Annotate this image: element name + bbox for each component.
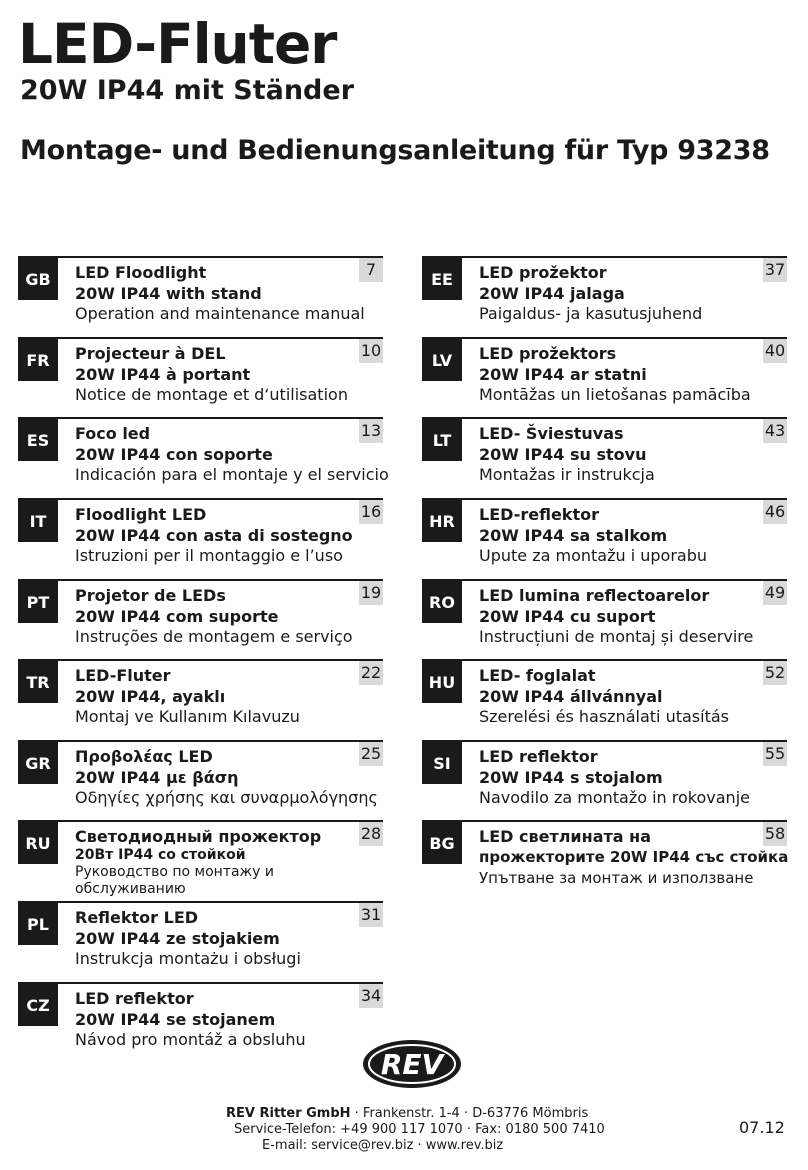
entry-spec: 20W IP44 su stovu: [479, 445, 647, 464]
page-number: 52: [763, 661, 787, 685]
page-number: 7: [359, 258, 383, 282]
document-title: LED-Fluter: [18, 12, 337, 76]
entry-manual-title: Upute za montažu i uporabu: [479, 546, 708, 565]
footer-company-line: [226, 1106, 588, 1121]
page-number: 46: [763, 500, 787, 524]
language-entry-tr: [18, 659, 383, 739]
entry-spec: 20W IP44 állvánnyal: [479, 687, 663, 706]
entry-product: LED- Šviestuvas: [479, 424, 624, 443]
entry-manual-title: Návod pro montáž a obsluhu: [75, 1030, 306, 1049]
page-number: 34: [359, 984, 383, 1008]
entry-manual-title: Instruções de montagem e serviço: [75, 627, 353, 646]
entry-spec: 20W IP44 à portant: [75, 365, 251, 384]
entry-spec: 20W IP44 jalaga: [479, 284, 625, 303]
language-entry-pl: [18, 901, 383, 981]
entry-spec: 20W IP44 con soporte: [75, 445, 273, 464]
footer-phone: Service-Telefon: +49 900 117 1070 · Fax: 0180 500 7410: [234, 1122, 605, 1137]
language-code: FR: [18, 339, 58, 381]
company-address: · Frankenstr. 1-4 · D-63776 Mömbris: [350, 1106, 589, 1121]
entry-manual-title: Montažas ir instrukcja: [479, 465, 655, 484]
entry-spec: прожекторите 20W IP44 със стойка: [479, 848, 789, 866]
language-code: IT: [18, 500, 58, 542]
entry-spec: 20Вт IP44 со стойкой: [75, 847, 246, 863]
language-code: PT: [18, 581, 58, 623]
language-code: RU: [18, 822, 58, 864]
language-entry-hr: [422, 498, 787, 578]
page-number: 43: [763, 419, 787, 443]
rev-logo: [360, 1033, 465, 1093]
page-number: 10: [359, 339, 383, 363]
company-name: REV Ritter GmbH: [226, 1106, 351, 1121]
page-number: 31: [359, 903, 383, 927]
entry-spec: 20W IP44 con asta di sostegno: [75, 526, 353, 545]
entry-manual-title: Montāžas un lietošanas pamācība: [479, 385, 751, 404]
entry-product: LED-Fluter: [75, 666, 171, 685]
footer-email: E-mail: service@rev.biz · www.rev.biz: [262, 1138, 504, 1153]
language-code: RO: [422, 581, 462, 623]
language-entry-fr: [18, 337, 383, 417]
page-number: 13: [359, 419, 383, 443]
entry-spec: 20W IP44 ar statni: [479, 365, 647, 384]
entry-manual-title: Упътване за монтаж и използване: [479, 869, 754, 887]
entry-manual-title: Instrukcja montażu i obsługi: [75, 949, 301, 968]
language-code: HR: [422, 500, 462, 542]
entry-product: LED Floodlight: [75, 263, 207, 282]
entry-product: LED- foglalat: [479, 666, 596, 685]
entry-manual-title: Indicación para el montaje y el servicio: [75, 465, 389, 484]
entry-product: LED-reflektor: [479, 505, 599, 524]
language-entry-gb: [18, 256, 383, 336]
language-entry-pt: [18, 579, 383, 659]
document-subtitle: 20W IP44 mit Ständer: [20, 75, 355, 106]
manual-heading: Montage- und Bedienungsanleitung für Typ 93238: [20, 135, 770, 166]
language-entry-cz: [18, 982, 383, 1062]
language-entry-ee: [422, 256, 787, 336]
page-number: 19: [359, 581, 383, 605]
language-code: LV: [422, 339, 462, 381]
entry-product: LED reflektor: [75, 989, 194, 1008]
entry-spec: 20W IP44 με βάση: [75, 768, 239, 787]
page-number: 49: [763, 581, 787, 605]
entry-spec: 20W IP44 ze stojakiem: [75, 929, 280, 948]
language-code: LT: [422, 419, 462, 461]
entry-manual-title: Istruzioni per il montaggio e l’uso: [75, 546, 343, 565]
page-number: 25: [359, 742, 383, 766]
entry-spec: 20W IP44, ayaklı: [75, 687, 226, 706]
page-number: 40: [763, 339, 787, 363]
language-code: BG: [422, 822, 462, 864]
entry-product: Floodlight LED: [75, 505, 207, 524]
entry-product: LED lumina reflectoarelor: [479, 586, 710, 605]
language-code: GR: [18, 742, 58, 784]
entry-spec: 20W IP44 com suporte: [75, 607, 279, 626]
entry-manual-title: Οδηγίες χρήσης και συναρμολόγησης: [75, 788, 378, 807]
language-code: CZ: [18, 984, 58, 1026]
entry-spec: 20W IP44 s stojalom: [479, 768, 663, 787]
entry-manual-title: Montaj ve Kullanım Kılavuzu: [75, 707, 300, 726]
entry-product: Reflektor LED: [75, 908, 199, 927]
language-entry-lt: [422, 417, 787, 497]
entry-manual-title: Operation and maintenance manual: [75, 304, 365, 323]
entry-product: LED reflektor: [479, 747, 598, 766]
language-entry-es: [18, 417, 389, 497]
entry-spec: 20W IP44 cu suport: [479, 607, 656, 626]
language-entry-gr: [18, 740, 383, 820]
language-entry-ro: [422, 579, 787, 659]
language-entry-ru: [18, 820, 383, 900]
page-number: 28: [359, 822, 383, 846]
page-number: 37: [763, 258, 787, 282]
logo-text: REV: [380, 1048, 444, 1081]
entry-spec: 20W IP44 se stojanem: [75, 1010, 276, 1029]
entry-spec: 20W IP44 with stand: [75, 284, 262, 303]
language-code: ES: [18, 419, 58, 461]
entry-manual-title: Paigaldus- ja kasutusjuhend: [479, 304, 703, 323]
language-entry-bg: [422, 820, 787, 900]
page-number: 22: [359, 661, 383, 685]
entry-product: LED светлината на: [479, 827, 651, 846]
language-code: GB: [18, 258, 58, 300]
entry-product: Светодиодный прожектор: [75, 827, 322, 846]
page-number: 58: [763, 822, 787, 846]
entry-product: LED prožektors: [479, 344, 617, 363]
entry-product: Foco led: [75, 424, 151, 443]
language-entry-si: [422, 740, 787, 820]
entry-product: Προβολέας LED: [75, 747, 213, 766]
entry-manual-title: Szerelési és használati utasítás: [479, 707, 729, 726]
language-entry-hu: [422, 659, 787, 739]
entry-product: LED prožektor: [479, 263, 607, 282]
language-code: HU: [422, 661, 462, 703]
language-code: EE: [422, 258, 462, 300]
language-code: SI: [422, 742, 462, 784]
page-number: 16: [359, 500, 383, 524]
entry-spec: 20W IP44 sa stalkom: [479, 526, 668, 545]
entry-manual-title: Instrucțiuni de montaj și deservire: [479, 627, 754, 646]
language-entry-lv: [422, 337, 787, 417]
page-number: 55: [763, 742, 787, 766]
version-number: 07.12: [739, 1118, 785, 1137]
language-entry-it: [18, 498, 383, 578]
entry-product: Projetor de LEDs: [75, 586, 226, 605]
entry-manual-title: Navodilo za montažo in rokovanje: [479, 788, 750, 807]
entry-product: Projecteur à DEL: [75, 344, 226, 363]
entry-manual-title: Руководство по монтажу и обслуживанию: [75, 864, 274, 897]
language-code: PL: [18, 903, 58, 945]
language-code: TR: [18, 661, 58, 703]
entry-manual-title: Notice de montage et d‘utilisation: [75, 385, 348, 404]
